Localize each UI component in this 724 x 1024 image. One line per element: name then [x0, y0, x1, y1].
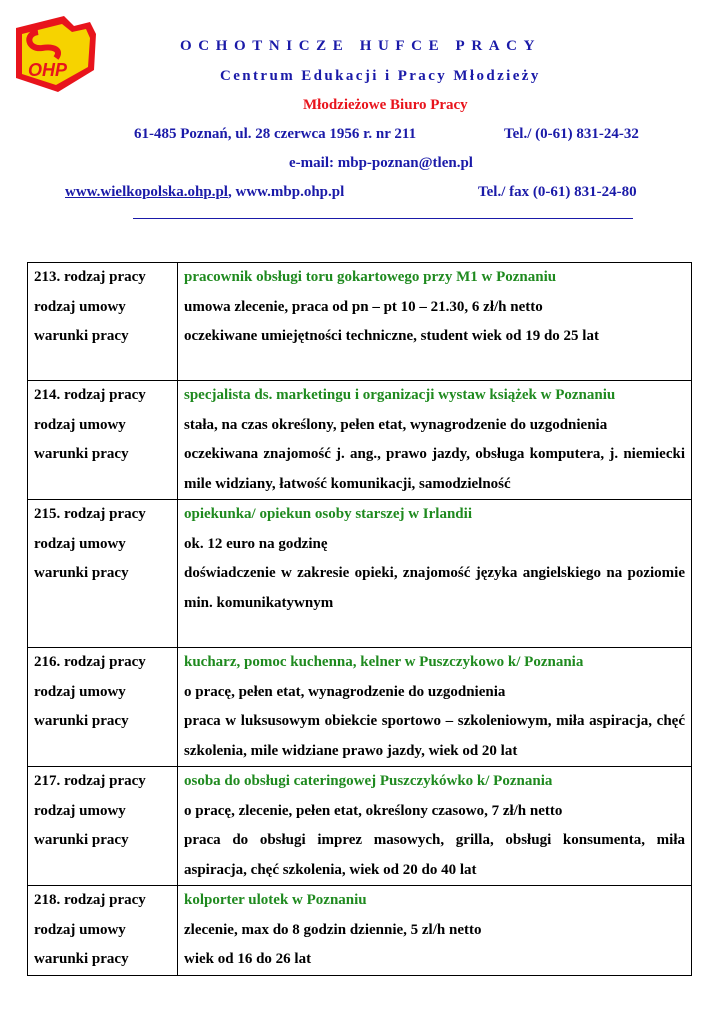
table-row: [28, 767, 692, 886]
conditions-label: warunki pracy: [34, 832, 129, 848]
labels-cell: [28, 886, 178, 976]
website-separator: ,: [227, 184, 236, 200]
conditions-label: warunki pracy: [34, 951, 129, 967]
table-row: [28, 648, 692, 767]
contract-type-label: rodzaj umowy: [34, 683, 126, 700]
job-title: osoba do obsługi cateringowej Puszczykówko k/ Poznania: [184, 773, 553, 789]
contract-text: umowa zlecenie, praca od pn – pt 10 – 21.30, 6 zł/h netto: [184, 298, 543, 315]
conditions-label: warunki pracy: [34, 446, 129, 462]
conditions-text: oczekiwane umiejętności techniczne, student wiek od 19 do 25 lat: [184, 328, 599, 344]
job-type-label: 214. rodzaj pracy: [34, 387, 146, 403]
job-type-label: 213. rodzaj pracy: [34, 269, 146, 285]
job-offers-table: [27, 262, 692, 976]
conditions-text: wiek od 16 do 26 lat: [184, 951, 312, 967]
center-name: Centrum Edukacji i Pracy Młodzieży: [220, 68, 541, 84]
conditions-label: warunki pracy: [34, 565, 129, 581]
logo-text: OHP: [28, 60, 68, 80]
ohp-logo: [6, 14, 98, 94]
office-name: Młodzieżowe Biuro Pracy: [303, 97, 468, 113]
web-line: [65, 183, 665, 201]
conditions-text: praca w luksusowym obiekcie sportowo – szkoleniowym, miła aspiracja, chęć szkolenia, mile widziane prawo jazdy, wiek od 20 lat: [184, 713, 685, 759]
table-row: [28, 500, 692, 648]
table-row: [28, 381, 692, 500]
website-link-wielkopolska[interactable]: www.wielkopolska.ohp.pl: [65, 184, 228, 200]
job-title: pracownik obsługi toru gokartowego przy M1 w Poznaniu: [184, 269, 557, 285]
labels-cell: [28, 263, 178, 381]
job-type-label: 215. rodzaj pracy: [34, 506, 146, 522]
table-row: [28, 886, 692, 976]
contract-type-label: rodzaj umowy: [34, 535, 126, 552]
table-row: [28, 263, 692, 381]
details-cell: [178, 500, 692, 648]
conditions-label: warunki pracy: [34, 328, 129, 344]
labels-cell: [28, 500, 178, 648]
conditions-text: praca do obsługi imprez masowych, grilla, obsługi konsumenta, miła aspiracja, chęć szkolenia, wiek od 20 do 40 lat: [184, 832, 685, 878]
contract-type-label: rodzaj umowy: [34, 802, 126, 819]
job-title: specjalista ds. marketingu i organizacji wystaw książek w Poznaniu: [184, 387, 616, 403]
job-title: kucharz, pomoc kuchenna, kelner w Puszczykowo k/ Poznania: [184, 654, 584, 670]
contract-text: zlecenie, max do 8 godzin dziennie, 5 zl/h netto: [184, 921, 482, 938]
labels-cell: [28, 381, 178, 500]
address: 61-485 Poznań, ul. 28 czerwca 1956 r. nr 211: [134, 126, 417, 142]
contract-text: o pracę, pełen etat, wynagrodzenie do uzgodnienia: [184, 683, 506, 700]
contract-type-label: rodzaj umowy: [34, 416, 126, 433]
details-cell: [178, 381, 692, 500]
job-title: opiekunka/ opiekun osoby starszej w Irlandii: [184, 506, 472, 522]
contract-text: o pracę, zlecenie, pełen etat, określony czasowo, 7 zł/h netto: [184, 802, 563, 819]
conditions-label: warunki pracy: [34, 713, 129, 729]
contract-type-label: rodzaj umowy: [34, 921, 126, 938]
contract-text: stała, na czas określony, pełen etat, wynagrodzenie do uzgodnienia: [184, 416, 608, 433]
details-cell: [178, 767, 692, 886]
details-cell: [178, 886, 692, 976]
labels-cell: [28, 648, 178, 767]
job-type-label: 216. rodzaj pracy: [34, 654, 146, 670]
details-cell: [178, 648, 692, 767]
email: e-mail: mbp-poznan@tlen.pl: [289, 155, 473, 171]
job-type-label: 218. rodzaj pracy: [34, 892, 146, 908]
telephone-fax: Tel./ fax (0-61) 831-24-80: [478, 184, 637, 200]
header-divider: [133, 218, 633, 219]
website-mbp: www.mbp.ohp.pl: [235, 184, 345, 200]
org-name: OCHOTNICZE HUFCE PRACY: [180, 38, 542, 54]
contract-text: ok. 12 euro na godzinę: [184, 535, 328, 552]
conditions-text: oczekiwana znajomość j. ang., prawo jazdy, obsługa komputera, j. niemiecki mile widziany, łatwość komunikacji, samodzielność: [184, 446, 685, 492]
labels-cell: [28, 767, 178, 886]
address-line: [134, 125, 674, 143]
telephone: Tel./ (0-61) 831-24-32: [504, 126, 639, 142]
job-type-label: 217. rodzaj pracy: [34, 773, 146, 789]
conditions-text: doświadczenie w zakresie opieki, znajomość języka angielskiego na poziomie min. komunikatywnym: [184, 565, 685, 611]
contract-type-label: rodzaj umowy: [34, 298, 126, 315]
details-cell: [178, 263, 692, 381]
job-title: kolporter ulotek w Poznaniu: [184, 892, 367, 908]
